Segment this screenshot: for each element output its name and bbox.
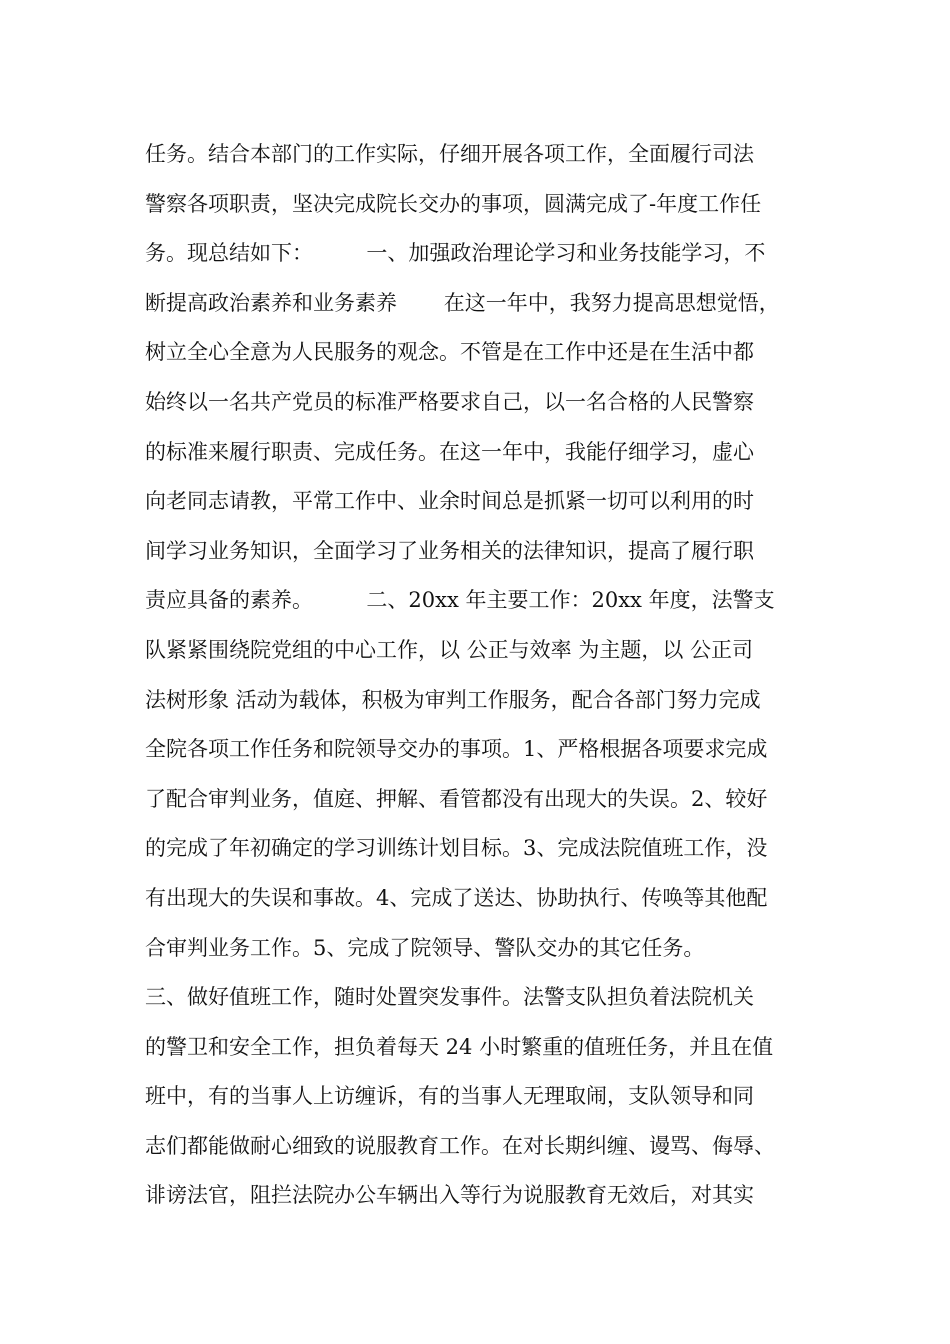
body-text	[145, 130, 815, 1221]
text-line: 警察各项职责，坚决完成院长交办的事项，圆满完成了-年度工作任	[145, 191, 762, 216]
text-line: 诽谤法官，阻拦法院办公车辆出入等行为说服教育无效后，对其实	[145, 1183, 754, 1208]
text-line: 志们都能做耐心细致的说服教育工作。在对长期纠缠、谩骂、侮辱、	[145, 1133, 775, 1158]
text-line: 向老同志请教，平常工作中、业余时间总是抓紧一切可以利用的时	[145, 489, 754, 514]
text-line: 断提高政治素养和业务素养 在这一年中，我努力提高思想觉悟，	[145, 290, 780, 315]
text-line: 班中，有的当事人上访缠诉，有的当事人无理取闹，支队领导和同	[145, 1084, 754, 1109]
text-line: 树立全心全意为人民服务的观念。不管是在工作中还是在生活中都	[145, 340, 754, 365]
text-line: 责应具备的素养。 二、20xx 年主要工作：20xx 年度，法警支	[145, 588, 775, 613]
text-line: 有出现大的失误和事故。4、完成了送达、协助执行、传唤等其他配	[145, 885, 768, 910]
text-line: 了配合审判业务，值庭、押解、看管都没有出现大的失误。2、较好	[145, 786, 768, 811]
text-line: 全院各项工作任务和院领导交办的事项。1、严格根据各项要求完成	[145, 737, 768, 762]
text-line: 合审判业务工作。5、完成了院领导、警队交办的其它任务。	[145, 935, 705, 960]
text-line: 始终以一名共产党员的标准严格要求自己，以一名合格的人民警察	[145, 389, 754, 414]
text-line: 法树形象 活动为载体，积极为审判工作服务，配合各部门努力完成	[145, 687, 761, 712]
text-line: 间学习业务知识，全面学习了业务相关的法律知识，提高了履行职	[145, 538, 754, 563]
text-line: 的标准来履行职责、完成任务。在这一年中，我能仔细学习，虚心	[145, 439, 754, 464]
text-line: 队紧紧围绕院党组的中心工作，以 公正与效率 为主题，以 公正司	[145, 637, 754, 662]
text-line: 三、做好值班工作，随时处置突发事件。法警支队担负着法院机关	[145, 985, 754, 1010]
text-line: 务。现总结如下： 一、加强政治理论学习和业务技能学习，不	[145, 241, 766, 266]
text-line: 任务。结合本部门的工作实际，仔细开展各项工作，全面履行司法	[145, 142, 754, 166]
text-line: 的完成了年初确定的学习训练计划目标。3、完成法院值班工作，没	[145, 836, 768, 861]
text-line: 的警卫和安全工作，担负着每天 24 小时繁重的值班任务，并且在值	[145, 1034, 774, 1059]
